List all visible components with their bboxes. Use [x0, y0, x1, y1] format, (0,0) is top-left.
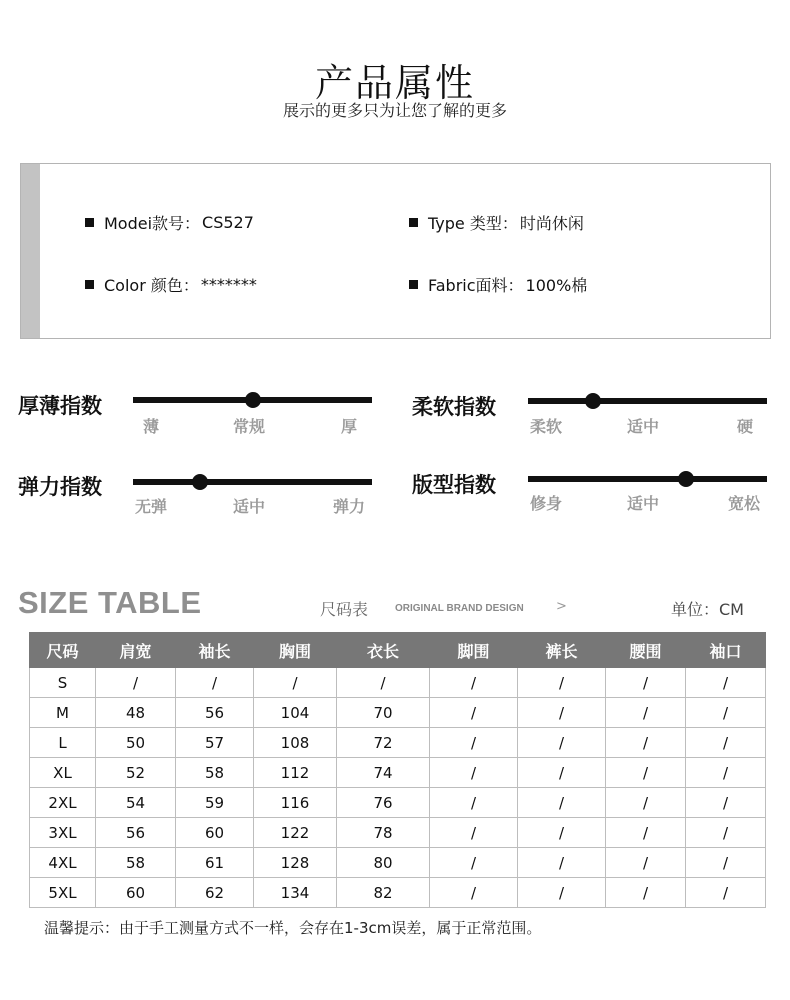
size-unit-label: 单位：CM — [671, 600, 744, 619]
index-softness-track — [528, 398, 767, 404]
index-fit-label: 版型指数 — [412, 473, 496, 497]
size-cell: M — [30, 698, 96, 728]
size-cell: XL — [30, 758, 96, 788]
measurement-cell: / — [430, 668, 518, 698]
bullet-square-icon — [409, 280, 418, 289]
measurement-cell: / — [430, 698, 518, 728]
column-header: 胸围 — [254, 633, 337, 668]
measurement-cell: / — [518, 878, 606, 908]
attr-color — [85, 273, 257, 296]
measurement-cell: 61 — [176, 848, 254, 878]
measurement-cell: 72 — [337, 728, 430, 758]
attr-fabric-label: Fabric面料： — [428, 276, 524, 295]
index-thickness-tick-low: 薄 — [143, 417, 160, 436]
index-softness-tick-high: 硬 — [737, 417, 754, 436]
measurement-cell: / — [176, 668, 254, 698]
measurement-cell: / — [606, 818, 686, 848]
index-fit-track — [528, 476, 767, 482]
measurement-cell: / — [430, 788, 518, 818]
measurement-cell: / — [686, 668, 766, 698]
page-subtitle: 展示的更多只为让您了解的更多 — [282, 101, 507, 120]
measurement-cell: 60 — [96, 878, 176, 908]
measurement-cell: 74 — [337, 758, 430, 788]
measurement-cell: 112 — [254, 758, 337, 788]
measurement-cell: / — [518, 698, 606, 728]
column-header: 裤长 — [518, 633, 606, 668]
measurement-cell: 56 — [176, 698, 254, 728]
attr-model-value: CS527 — [202, 213, 254, 232]
index-fit-tick-low: 修身 — [530, 494, 563, 513]
column-header: 袖长 — [176, 633, 254, 668]
index-softness-marker — [585, 393, 601, 409]
measurement-cell: 82 — [337, 878, 430, 908]
size-table — [29, 632, 766, 908]
index-softness-tick-low: 柔软 — [530, 417, 563, 436]
table-row — [30, 758, 766, 788]
size-cell: 5XL — [30, 878, 96, 908]
measurement-cell: / — [606, 878, 686, 908]
measurement-cell: / — [686, 848, 766, 878]
measurement-cell: / — [430, 728, 518, 758]
index-elasticity-tick-low: 无弹 — [135, 497, 168, 516]
index-fit-marker — [678, 471, 694, 487]
table-row — [30, 788, 766, 818]
bullet-square-icon — [85, 280, 94, 289]
index-softness-tick-mid: 适中 — [627, 417, 660, 436]
measurement-cell: / — [518, 818, 606, 848]
attr-color-value: ******* — [200, 275, 257, 294]
measurement-cell: / — [518, 728, 606, 758]
measurement-cell: / — [606, 668, 686, 698]
size-cell: 2XL — [30, 788, 96, 818]
index-elasticity-label: 弹力指数 — [18, 475, 102, 499]
column-header: 衣长 — [337, 633, 430, 668]
attr-fabric-value: 100%棉 — [525, 276, 588, 295]
table-row — [30, 848, 766, 878]
size-table-title: SIZE TABLE — [18, 585, 202, 620]
index-elasticity-marker — [192, 474, 208, 490]
measurement-cell: / — [430, 818, 518, 848]
attr-type — [409, 211, 584, 234]
index-thickness-marker — [245, 392, 261, 408]
measurement-cell: / — [518, 848, 606, 878]
column-header: 肩宽 — [96, 633, 176, 668]
measurement-cell: 58 — [176, 758, 254, 788]
measurement-cell: / — [686, 788, 766, 818]
index-thickness-tick-high: 厚 — [341, 417, 358, 436]
measurement-cell: 48 — [96, 698, 176, 728]
measurement-cell: 128 — [254, 848, 337, 878]
column-header: 尺码 — [30, 633, 96, 668]
measurement-cell: / — [254, 668, 337, 698]
index-fit-tick-mid: 适中 — [627, 494, 660, 513]
measurement-cell: 59 — [176, 788, 254, 818]
measurement-cell: 62 — [176, 878, 254, 908]
size-cell: L — [30, 728, 96, 758]
table-row — [30, 878, 766, 908]
measurement-cell: 52 — [96, 758, 176, 788]
size-cell: 3XL — [30, 818, 96, 848]
measurement-cell: 76 — [337, 788, 430, 818]
measurement-cell: / — [518, 788, 606, 818]
measurement-cell: 58 — [96, 848, 176, 878]
measurement-cell: 116 — [254, 788, 337, 818]
table-row — [30, 698, 766, 728]
index-fit-tick-high: 宽松 — [728, 494, 761, 513]
measurement-cell: / — [606, 788, 686, 818]
measurement-note: 温馨提示：由于手工测量方式不一样，会存在1-3cm误差，属于正常范围。 — [44, 919, 542, 937]
measurement-cell: / — [337, 668, 430, 698]
measurement-cell: / — [430, 758, 518, 788]
bullet-square-icon — [409, 218, 418, 227]
size-cell: 4XL — [30, 848, 96, 878]
page-title: 产品属性 — [314, 61, 475, 105]
measurement-cell: / — [518, 758, 606, 788]
column-header: 袖口 — [686, 633, 766, 668]
size-table-title-cn: 尺码表 — [320, 600, 369, 619]
measurement-cell: / — [686, 758, 766, 788]
measurement-cell: 80 — [337, 848, 430, 878]
bullet-square-icon — [85, 218, 94, 227]
measurement-cell: 50 — [96, 728, 176, 758]
measurement-cell: 122 — [254, 818, 337, 848]
measurement-cell: / — [606, 728, 686, 758]
attr-type-value: 时尚休闲 — [519, 214, 584, 233]
table-row — [30, 668, 766, 698]
brand-tagline: ORIGINAL BRAND DESIGN — [395, 603, 524, 614]
measurement-cell: / — [96, 668, 176, 698]
measurement-cell: 78 — [337, 818, 430, 848]
column-header: 脚围 — [430, 633, 518, 668]
index-softness-label: 柔软指数 — [412, 395, 496, 419]
table-row — [30, 818, 766, 848]
attr-model-label: Modei款号： — [104, 214, 201, 233]
attr-color-label: Color 颜色： — [104, 276, 199, 295]
measurement-cell: 57 — [176, 728, 254, 758]
measurement-cell: / — [686, 818, 766, 848]
panel-side-bar — [21, 164, 40, 338]
measurement-cell: / — [430, 848, 518, 878]
measurement-cell: 56 — [96, 818, 176, 848]
measurement-cell: / — [686, 728, 766, 758]
index-elasticity-tick-high: 弹力 — [333, 497, 366, 516]
size-table-header-row — [30, 633, 766, 668]
attr-type-label: Type 类型： — [428, 214, 518, 233]
index-thickness-label: 厚薄指数 — [18, 394, 102, 418]
measurement-cell: / — [606, 698, 686, 728]
chevron-right-icon: > — [556, 599, 567, 614]
size-table-body — [30, 668, 766, 908]
table-row — [30, 728, 766, 758]
column-header: 腰围 — [606, 633, 686, 668]
measurement-cell: / — [518, 668, 606, 698]
attr-fabric — [409, 273, 587, 296]
measurement-cell: 70 — [337, 698, 430, 728]
measurement-cell: 108 — [254, 728, 337, 758]
measurement-cell: 60 — [176, 818, 254, 848]
measurement-cell: / — [686, 698, 766, 728]
measurement-cell: 134 — [254, 878, 337, 908]
index-elasticity-tick-mid: 适中 — [233, 497, 266, 516]
attr-model — [85, 211, 254, 234]
measurement-cell: 54 — [96, 788, 176, 818]
index-thickness-tick-mid: 常规 — [233, 417, 266, 436]
size-cell: S — [30, 668, 96, 698]
index-elasticity-track — [133, 479, 372, 485]
measurement-cell: / — [686, 878, 766, 908]
measurement-cell: / — [430, 878, 518, 908]
measurement-cell: / — [606, 758, 686, 788]
product-attributes-panel — [20, 163, 771, 339]
measurement-cell: / — [606, 848, 686, 878]
measurement-cell: 104 — [254, 698, 337, 728]
